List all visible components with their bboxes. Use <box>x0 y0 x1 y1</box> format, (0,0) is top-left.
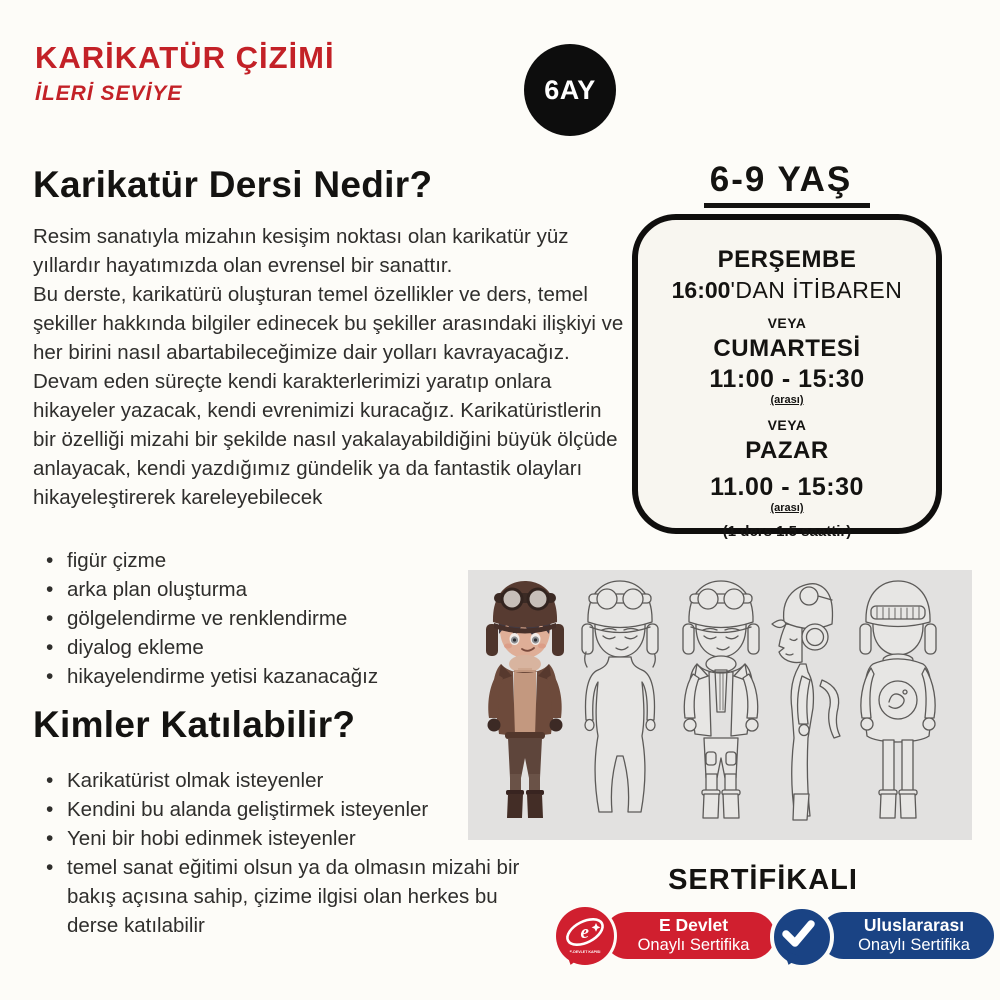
certification-heading: SERTİFİKALI <box>668 864 858 896</box>
schedule-time <box>672 277 903 304</box>
list-item: • figür çizme <box>40 546 600 575</box>
edevlet-logo-icon <box>556 907 614 965</box>
list-item: • Kendini bu alanda geliştirmek isteyenler <box>40 795 520 824</box>
list-item: • Karikatürist olmak isteyenler <box>40 766 520 795</box>
course-level: İLERİ SEVİYE <box>35 82 183 105</box>
international-badge-pill <box>820 912 994 959</box>
schedule-day: PERŞEMBE <box>717 246 857 273</box>
edevlet-logo-caption: E-DEVLET KAPISI <box>569 950 601 954</box>
schedule-day: CUMARTESİ <box>713 335 861 362</box>
age-range <box>632 160 942 208</box>
course-title: KARİKATÜR ÇİZİMİ <box>35 40 335 75</box>
list-item: • diyalog ekleme <box>40 633 600 662</box>
edevlet-badge-title: E Devlet <box>658 915 729 936</box>
about-paragraphs <box>33 222 629 512</box>
schedule-or: VEYA <box>767 417 807 433</box>
list-item: • hikayelendirme yetisi kazanacağız <box>40 662 600 691</box>
duration-badge <box>524 44 616 136</box>
international-badge-title: Uluslararası <box>863 915 965 936</box>
character-design-sheet-illustration <box>468 570 972 840</box>
international-badge-subtitle: Onaylı Sertifika <box>858 936 970 955</box>
duration-badge-label: 6AY <box>544 74 596 105</box>
edevlet-badge-pill <box>604 912 775 959</box>
age-range-label: 6-9 YAŞ <box>704 160 870 208</box>
edevlet-certificate-badge <box>556 898 768 990</box>
character-design-sheet <box>468 570 972 840</box>
check-icon <box>770 905 834 969</box>
schedule-duration-note: (1 ders 1.5 saattir) <box>722 523 852 540</box>
list-item: • gölgelendirme ve renklendirme <box>40 604 600 633</box>
schedule-range-note: (arası) <box>770 502 804 514</box>
schedule-time-bold: 16:00 <box>671 277 731 303</box>
schedule-or: VEYA <box>767 315 807 331</box>
list-item: • Yeni bir hobi edinmek isteyenler <box>40 824 520 853</box>
schedule-time-rest: 'DAN İTİBAREN <box>730 277 903 303</box>
edevlet-logo-glyph: e <box>580 922 589 943</box>
list-item: • arka plan oluşturma <box>40 575 600 604</box>
who-bullet-list <box>40 766 520 940</box>
about-heading: Karikatür Dersi Nedir? <box>33 164 433 205</box>
schedule-box <box>632 214 942 540</box>
schedule-day: PAZAR <box>745 437 829 464</box>
schedule-range-note: (arası) <box>770 394 804 406</box>
schedule-time: 11:00 - 15:30 <box>709 365 865 393</box>
who-heading: Kimler Katılabilir? <box>33 704 356 745</box>
about-paragraph: Resim sanatıyla mizahın kesişim noktası olan karikatür yüz yıllardır hayatımızda olan evrensel bir sanattır. <box>33 225 569 277</box>
list-item: • temel sanat eğitimi olsun ya da olmasın mizahi bir bakış açısına sahip, çizime ilgisi olan herkes bu derse katılabilir <box>40 853 520 940</box>
edevlet-badge-subtitle: Onaylı Sertifika <box>637 936 750 955</box>
schedule-time: 11.00 - 15:30 <box>710 473 864 501</box>
international-certificate-badge <box>764 898 980 990</box>
about-paragraph: Bu derste, karikatürü oluşturan temel özellikler ve ders, temel şekiller hakkında bilgiler edinecek bu şekiller arasındaki ilişkiyi ve her birini nasıl abartabileceğimize dair yolları kavrayacağız. Devam eden süreçte kendi karakterlerimizi yaratıp onlara hikayeler yazacak, kendi evrenimizi kuracağız. Karikatüristlerin bir özelliği mizahi bir şekilde nasıl yakalayabildiğini büyük ölçüde anlayacak, kendi yazdığımız gündelik ya da fantastik olayları hikayeleştirerek kareleyebilecek <box>33 283 624 509</box>
